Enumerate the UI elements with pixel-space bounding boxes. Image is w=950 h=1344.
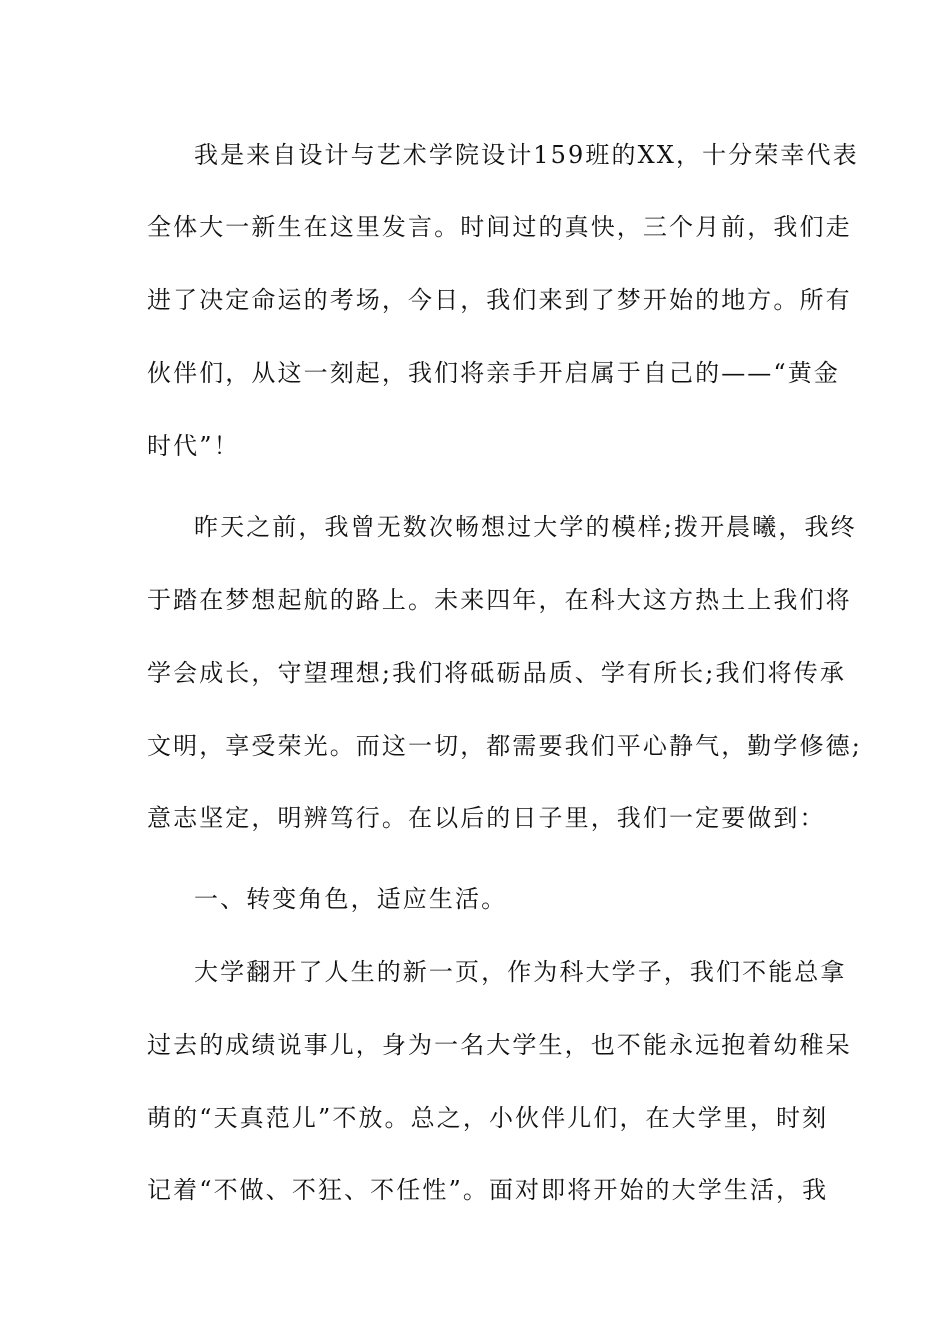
paragraph-1-line-5: 时代”！	[147, 432, 240, 460]
paragraph-3-line-2: 过去的成绩说事儿，身为一名大学生，也不能永远抱着幼稚呆	[147, 1031, 852, 1059]
paragraph-1-line-3: 进了决定命运的考场，今日，我们来到了梦开始的地方。所有	[147, 286, 852, 314]
paragraph-3-line-3: 萌的“天真范儿”不放。总之，小伙伴儿们，在大学里，时刻	[147, 1104, 829, 1132]
paragraph-2-line-2: 于踏在梦想起航的路上。未来四年，在科大这方热土上我们将	[147, 586, 852, 614]
paragraph-3-line-1: 大学翻开了人生的新一页，作为科大学子，我们不能总拿	[194, 958, 847, 986]
paragraph-1-line-2: 全体大一新生在这里发言。时间过的真快，三个月前，我们走	[147, 213, 852, 241]
paragraph-1-line-4: 伙伴们，从这一刻起，我们将亲手开启属于自己的——“黄金	[147, 359, 840, 387]
paragraph-2-line-1: 昨天之前，我曾无数次畅想过大学的模样;拨开晨曦，我终	[194, 513, 857, 541]
section-heading: 一、转变角色，适应生活。	[194, 885, 508, 913]
paragraph-3-line-4: 记着“不做、不狂、不任性”。面对即将开始的大学生活，我	[147, 1176, 829, 1204]
paragraph-2-line-3: 学会成长，守望理想;我们将砥砺品质、学有所长;我们将传承	[147, 659, 846, 687]
paragraph-2-line-4: 文明，享受荣光。而这一切，都需要我们平心静气，勤学修德;	[147, 732, 862, 760]
paragraph-2-line-5: 意志坚定，明辨笃行。在以后的日子里，我们一定要做到：	[147, 804, 826, 832]
paragraph-1-line-1: 我是来自设计与艺术学院设计159班的XX，十分荣幸代表	[194, 141, 859, 169]
